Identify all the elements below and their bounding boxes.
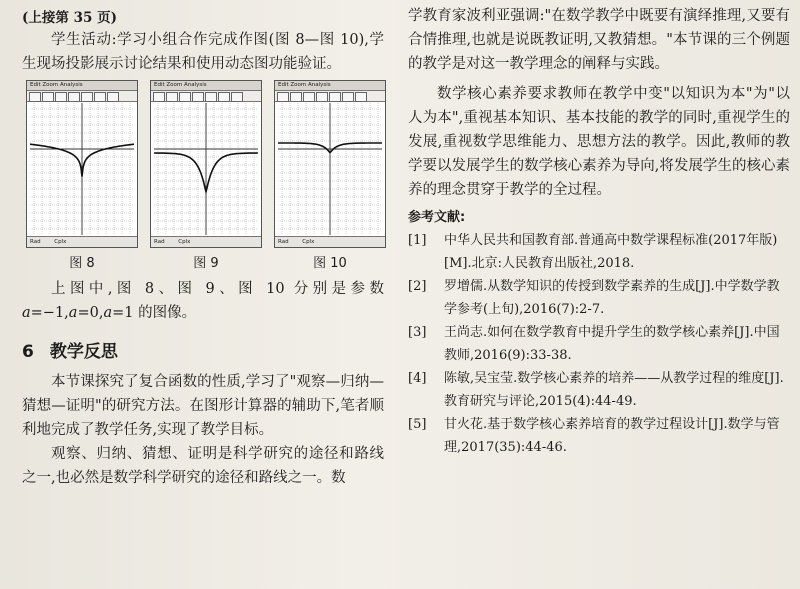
- figure-description: [22, 277, 384, 325]
- desc-text: =−1,: [30, 305, 69, 321]
- reference-item: [408, 413, 790, 459]
- reference-tag: [3]: [408, 325, 427, 340]
- calculator-screen: [274, 80, 386, 248]
- right-column: [408, 4, 790, 459]
- section-heading: [22, 337, 384, 362]
- reference-tag: [1]: [408, 233, 427, 248]
- calculator-toolbar: [151, 91, 261, 102]
- figure-10: [274, 80, 386, 271]
- variable-a: a: [22, 305, 31, 321]
- desc-text: =0,: [77, 305, 104, 321]
- figure-caption: 图 8: [69, 256, 95, 271]
- calculator-toolbar: [275, 91, 385, 102]
- calculator-screen: [26, 80, 138, 248]
- reference-tag: [2]: [408, 279, 427, 294]
- references-heading: 参考文献:: [408, 210, 466, 225]
- reference-text: 王尚志.如何在数学教育中提升学生的数学核心素养[J].中国教师,2016(9):33-38.: [444, 325, 780, 363]
- figure-8: [26, 80, 138, 271]
- section-number: 6: [22, 342, 34, 362]
- reference-tag: [4]: [408, 371, 427, 386]
- reference-text: 中华人民共和国教育部.普通高中数学课程标准(2017年版)[M].北京:人民教育出版社,2018.: [444, 233, 778, 271]
- variable-a: a: [103, 305, 113, 321]
- figure-caption: 图 10: [313, 256, 347, 271]
- desc-text: =1 的图像。: [112, 305, 197, 321]
- figure-row: [26, 80, 384, 271]
- variable-a: a: [68, 305, 78, 321]
- function-graph: [278, 103, 382, 235]
- reference-item: [408, 367, 790, 413]
- continued-note: (上接第 35 页): [22, 10, 117, 26]
- calculator-status-bar: Rad Cplx: [151, 236, 261, 247]
- reflection-paragraph-2: 观察、归纳、猜想、证明是科学研究的途径和路线之一,也必然是数学科学研究的途径和路线之一。数: [22, 446, 384, 486]
- calculator-menu-bar: Edit Zoom Analysis: [151, 81, 261, 91]
- reflection-paragraph-1: 本节课探究了复合函数的性质,学习了"观察—归纳—猜想—证明"的研究方法。在图形计算器的辅助下,笔者顺利地完成了教学任务,实现了教学目标。: [22, 374, 384, 438]
- reference-tag: [5]: [408, 417, 427, 432]
- calculator-status-bar: Rad Cplx: [275, 236, 385, 247]
- desc-text: 上图中,图 8、图 9、图 10 分别是参数: [51, 281, 384, 297]
- left-column: [22, 4, 384, 490]
- reference-text: 罗增儒.从数学知识的传授到数学素养的生成[J].中学数学教学参考(上旬),2016(7):2-7.: [444, 279, 780, 317]
- figure-9: [150, 80, 262, 271]
- calculator-screen: [150, 80, 262, 248]
- reference-item: [408, 275, 790, 321]
- reference-text: 甘火花.基于数学核心素养培育的教学过程设计[J].数学与管理,2017(35):44-46.: [444, 417, 780, 455]
- polya-paragraph: 学教育家波利亚强调:"在数学教学中既要有演绎推理,又要有合情推理,也就是说既教证明,又教猜想。"本节课的三个例题的教学是对这一教学理念的阐释与实践。: [408, 8, 790, 72]
- section-title: 教学反思: [49, 342, 118, 362]
- calculator-menu-bar: Edit Zoom Analysis: [27, 81, 137, 91]
- function-graph: [154, 103, 258, 235]
- student-activity-paragraph: 学生活动:学习小组合作完成作图(图 8—图 10),学生现场投影展示讨论结果和使用动态图功能验证。: [22, 32, 384, 72]
- reference-item: [408, 229, 790, 275]
- reference-text: 陈敏,吴宝莹.数学核心素养的培养——从教学过程的维度[J].教育研究与评论,2015(4):44-49.: [444, 371, 784, 409]
- core-literacy-paragraph: 数学核心素养要求教师在教学中变"以知识为本"为"以人为本",重视基本知识、基本技能的教学的同时,重视学生的发展,重视数学思维能力、思想方法的教学。因此,教师的教学要以发展学生的数学核心素养为导向,将发展学生的核心素养的理念贯穿于教学的全过程。: [408, 86, 790, 198]
- calculator-menu-bar: Edit Zoom Analysis: [275, 81, 385, 91]
- reference-item: [408, 321, 790, 367]
- calculator-status-bar: Rad Cplx: [27, 236, 137, 247]
- function-graph: [30, 103, 134, 235]
- references-list: [408, 229, 790, 459]
- calculator-toolbar: [27, 91, 137, 102]
- figure-caption: 图 9: [193, 256, 219, 271]
